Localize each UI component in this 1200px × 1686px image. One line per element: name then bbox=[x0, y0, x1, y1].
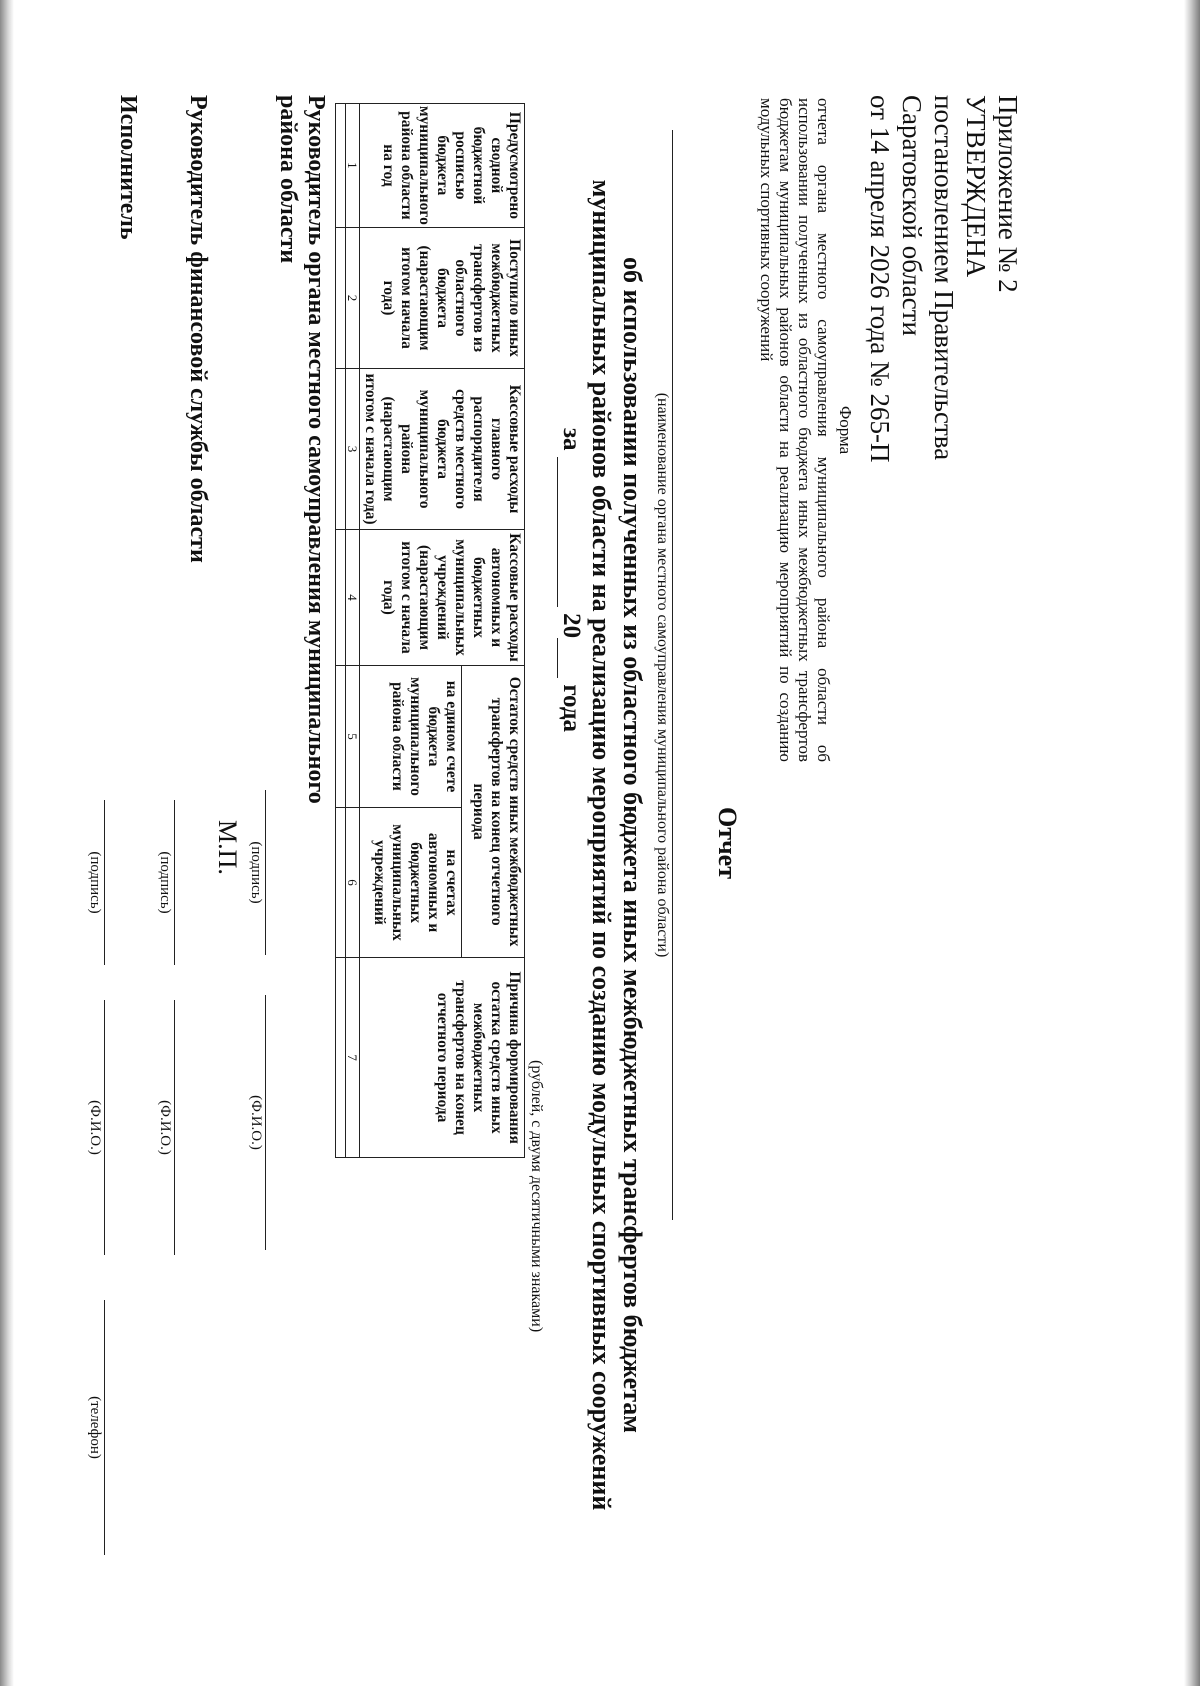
form-description: отчета органа местного самоуправления муниципального района области об использовании полученных из областного бюджета иных межбюджетных трансфертов бюджетам муниципальных районов области на реализацию мероприятий по созданию модульных спортивных сооружений bbox=[757, 98, 833, 762]
head-local-signature-line bbox=[265, 790, 266, 955]
table-cell bbox=[336, 227, 346, 368]
document-title: Отчет bbox=[713, 807, 742, 879]
table-cell bbox=[336, 104, 346, 228]
period-year-prefix: 20 bbox=[558, 613, 585, 639]
head-local-name-caption: (Ф.И.О.) bbox=[248, 1095, 264, 1150]
column-number: 1 bbox=[346, 104, 360, 228]
table-cell bbox=[336, 369, 346, 530]
form-label: Форма bbox=[836, 405, 855, 455]
head-finance-name-caption: (Ф.И.О.) bbox=[157, 1100, 173, 1155]
org-name-fill-line bbox=[672, 130, 673, 1220]
head-local-government-label: Руководитель органа местного самоуправления муниципального района области bbox=[275, 95, 329, 804]
approval-stamp bbox=[864, 95, 1024, 715]
period-month-blank bbox=[557, 457, 586, 607]
header-remaining-single-account: на едином счете бюджета муниципального района области bbox=[360, 666, 462, 808]
report-table bbox=[335, 103, 525, 1158]
table-cell bbox=[336, 529, 346, 665]
executor-phone-line bbox=[104, 1300, 105, 1555]
executor-name-line bbox=[104, 1000, 105, 1255]
executor-signature-caption: (подпись) bbox=[87, 851, 103, 914]
units-note: (рублей, с двумя десятичными знаками) bbox=[528, 1060, 545, 1333]
period-prefix: за bbox=[558, 428, 585, 451]
executor-phone-caption: (телефон) bbox=[87, 1396, 103, 1459]
stamp-place-label: М.П. bbox=[213, 820, 242, 875]
header-cash-expenses-institutions: Кассовые расходы автономных и бюджетных муниципальных учреждений (нарастающим итогом с начала года) bbox=[360, 529, 525, 665]
header-remaining-reason: Причина формирования остатка средств иных межбюджетных трансфертов на конец отчетного периода bbox=[360, 958, 525, 1158]
table-cell bbox=[336, 958, 346, 1158]
column-number: 4 bbox=[346, 529, 360, 665]
period-suffix: года bbox=[558, 684, 585, 732]
head-finance-signature-caption: (подпись) bbox=[157, 851, 173, 914]
approval-date: от 14 апреля 2026 года № 265-П bbox=[865, 95, 895, 463]
table-cell bbox=[336, 666, 346, 808]
head-finance-signature-line bbox=[174, 800, 175, 965]
header-remaining-funds-group: Остаток средств иных межбюджетных трансфертов на конец отчетного периода bbox=[462, 666, 525, 958]
column-numbers-row bbox=[346, 104, 360, 1158]
column-number: 2 bbox=[346, 227, 360, 368]
org-name-caption: (наименование органа местного самоуправления муниципального района области) bbox=[654, 392, 671, 958]
subtitle-line-2: муниципальных районов области на реализацию мероприятий по созданию модульных спортивных сооружений bbox=[587, 179, 616, 1511]
empty-data-row bbox=[336, 104, 346, 1158]
approved-label: УТВЕРЖДЕНА bbox=[961, 95, 991, 278]
header-planned-budget: Предусмотрено сводной бюджетной росписью бюджета муниципального района области на год bbox=[360, 104, 525, 228]
table-cell bbox=[336, 807, 346, 957]
executor-label: Исполнитель bbox=[115, 95, 141, 240]
appendix-number: Приложение № 2 bbox=[993, 95, 1023, 293]
column-number: 3 bbox=[346, 369, 360, 530]
report-period bbox=[557, 30, 586, 1130]
period-year-blank bbox=[557, 638, 586, 678]
header-received-transfers: Поступило иных межбюджетных трансфертов из областного бюджета (нарастающим итогом начала года) bbox=[360, 227, 525, 368]
executor-name-caption: (Ф.И.О.) bbox=[87, 1100, 103, 1155]
head-local-signature-caption: (подпись) bbox=[248, 841, 264, 904]
head-local-name-line bbox=[265, 995, 266, 1250]
header-remaining-institution-accounts: на счетах автономных и бюджетных муниципальных учреждений bbox=[360, 807, 462, 957]
executor-signature-line bbox=[104, 800, 105, 965]
subtitle-line-1: об использовании полученных из областного бюджета иных межбюджетных трансфертов бюджетам bbox=[618, 256, 647, 1434]
approved-by: постановлением Правительства bbox=[929, 95, 959, 461]
column-number: 5 bbox=[346, 666, 360, 808]
report-subtitle bbox=[586, 30, 648, 1660]
approved-region: Саратовской области bbox=[897, 95, 927, 336]
form-description-block bbox=[757, 98, 855, 762]
header-cash-expenses-distributor: Кассовые расходы главного распорядителя средств местного бюджета муниципального района (нарастающим итогом с начала года) bbox=[360, 369, 525, 530]
column-number: 6 bbox=[346, 807, 360, 957]
column-number: 7 bbox=[346, 958, 360, 1158]
head-finance-label: Руководитель финансовой службы области bbox=[185, 95, 211, 563]
head-finance-name-line bbox=[174, 1000, 175, 1255]
